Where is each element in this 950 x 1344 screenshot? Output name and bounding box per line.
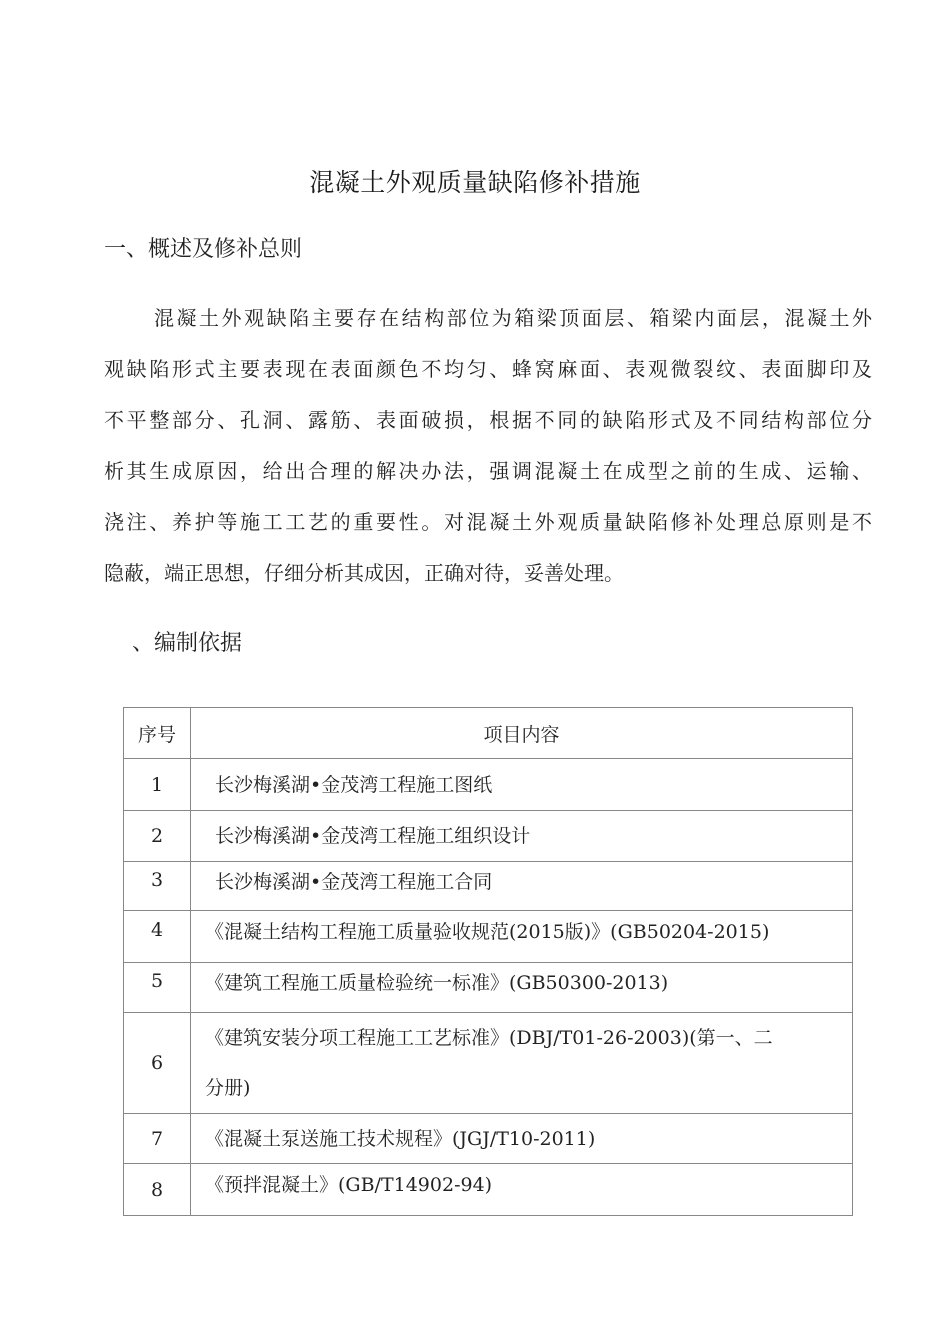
row-number: 6	[124, 1013, 191, 1114]
section-heading-basis: 、编制依据	[132, 631, 243, 656]
row-content: 长沙梅溪湖•金茂湾工程施工组织设计	[191, 811, 853, 862]
paragraph-line: 观缺陷形式主要表现在表面颜色不均匀、蜂窝麻面、表观微裂纹、表面脚印及	[104, 357, 872, 381]
table-row	[124, 911, 853, 963]
table-row	[124, 1164, 853, 1216]
column-header-content: 项目内容	[191, 708, 853, 759]
column-header-number: 序号	[124, 708, 191, 759]
row-content: 《混凝土结构工程施工质量验收规范(2015版)》(GB50204-2015)	[191, 911, 853, 963]
row-number: 8	[124, 1164, 191, 1216]
row-content-line: 分册)	[205, 1077, 251, 1099]
row-number: 3	[124, 862, 191, 911]
table-row	[124, 862, 853, 911]
row-content-line: 《建筑安装分项工程施工工艺标准》(DBJ/T01-26-2003)(第一、二	[205, 1027, 773, 1049]
table-header-row	[124, 708, 853, 759]
row-number: 7	[124, 1114, 191, 1164]
row-number: 5	[124, 963, 191, 1013]
row-content: 《建筑工程施工质量检验统一标准》(GB50300-2013)	[191, 963, 853, 1013]
table-row	[124, 759, 853, 811]
paragraph-line: 浇注、养护等施工工艺的重要性。对混凝土外观质量缺陷修补处理总原则是不	[104, 510, 872, 534]
row-number: 4	[124, 911, 191, 963]
overview-paragraph	[104, 293, 872, 599]
table-row	[124, 1013, 853, 1114]
paragraph-line: 不平整部分、孔洞、露筋、表面破损，根据不同的缺陷形式及不同结构部位分	[104, 408, 872, 432]
paragraph-line: 隐蔽，端正思想，仔细分析其成因，正确对待，妥善处理。	[104, 561, 624, 585]
table-row	[124, 963, 853, 1013]
paragraph-line: 析其生成原因，给出合理的解决办法，强调混凝土在成型之前的生成、运输、	[104, 459, 872, 483]
row-number: 2	[124, 811, 191, 862]
basis-table	[123, 707, 853, 1216]
document-title: 混凝土外观质量缺陷修补措施	[309, 168, 641, 197]
section-heading-overview: 一、概述及修补总则	[104, 237, 303, 262]
table-row	[124, 811, 853, 862]
paragraph-line: 混凝土外观缺陷主要存在结构部位为箱梁顶面层、箱梁内面层，混凝土外	[154, 306, 872, 330]
row-content: 长沙梅溪湖•金茂湾工程施工图纸	[191, 759, 853, 811]
row-content: 长沙梅溪湖•金茂湾工程施工合同	[191, 862, 853, 911]
row-content: 《预拌混凝土》(GB/T14902-94)	[191, 1164, 853, 1216]
row-number: 1	[124, 759, 191, 811]
row-content: 《混凝土泵送施工技术规程》(JGJ/T10-2011)	[191, 1114, 853, 1164]
table-row	[124, 1114, 853, 1164]
row-content	[191, 1013, 853, 1114]
